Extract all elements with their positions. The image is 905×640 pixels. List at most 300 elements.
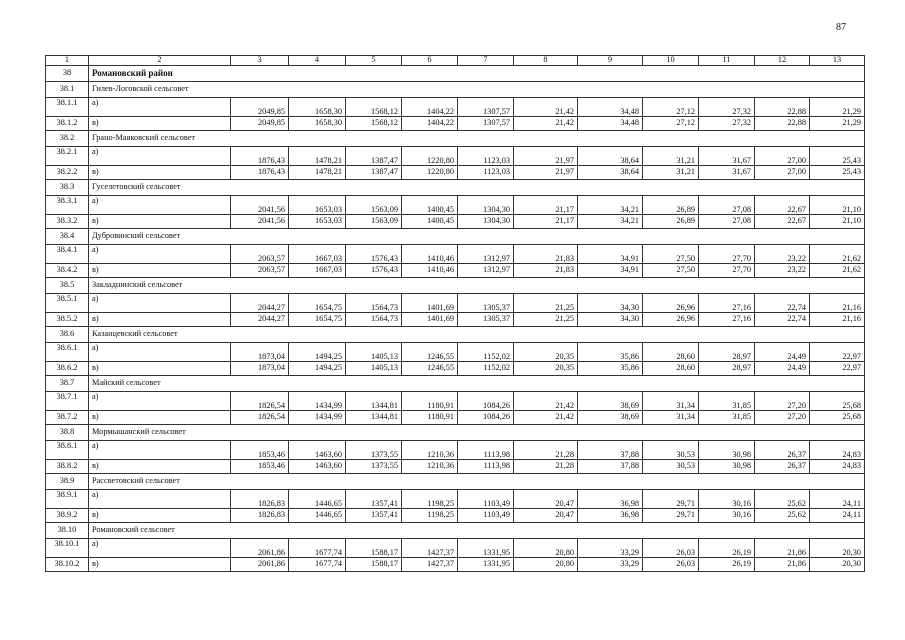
value-cell: 1873,04 bbox=[231, 343, 289, 362]
value-cell: 1373,55 bbox=[346, 460, 402, 474]
column-header: 12 bbox=[755, 56, 810, 66]
value-cell: 34,48 bbox=[578, 117, 643, 131]
value-cell: 25,43 bbox=[810, 166, 865, 180]
value-cell: 1210,36 bbox=[402, 441, 458, 460]
value-cell: 23,22 bbox=[755, 245, 810, 264]
section-code: 38.4 bbox=[46, 229, 89, 245]
column-header: 6 bbox=[402, 56, 458, 66]
row-label: в) bbox=[89, 362, 231, 376]
row-label: а) bbox=[89, 196, 231, 215]
value-cell: 21,97 bbox=[514, 166, 578, 180]
value-cell: 29,71 bbox=[643, 509, 699, 523]
value-cell: 1653,03 bbox=[289, 196, 346, 215]
value-cell: 25,68 bbox=[810, 392, 865, 411]
value-cell: 2041,56 bbox=[231, 196, 289, 215]
value-cell: 26,96 bbox=[643, 294, 699, 313]
value-cell: 21,83 bbox=[514, 264, 578, 278]
row-label: в) bbox=[89, 558, 231, 572]
table-row bbox=[46, 147, 865, 166]
table-row bbox=[46, 166, 865, 180]
value-cell: 2061,86 bbox=[231, 558, 289, 572]
value-cell: 1873,04 bbox=[231, 362, 289, 376]
value-cell: 1463,60 bbox=[289, 460, 346, 474]
value-cell: 31,85 bbox=[699, 411, 755, 425]
value-cell: 21,10 bbox=[810, 215, 865, 229]
value-cell: 27,00 bbox=[755, 166, 810, 180]
value-cell: 1427,37 bbox=[402, 539, 458, 558]
row-label: а) bbox=[89, 147, 231, 166]
value-cell: 2063,57 bbox=[231, 245, 289, 264]
value-cell: 1446,65 bbox=[289, 509, 346, 523]
value-cell: 1246,55 bbox=[402, 362, 458, 376]
value-cell: 21,16 bbox=[810, 313, 865, 327]
section-name: Романовский сельсовет bbox=[89, 523, 865, 539]
table-row bbox=[46, 196, 865, 215]
value-cell: 1410,46 bbox=[402, 264, 458, 278]
row-label: в) bbox=[89, 117, 231, 131]
value-cell: 28,97 bbox=[699, 362, 755, 376]
section-code: 38.3 bbox=[46, 180, 89, 196]
section-row bbox=[46, 425, 865, 441]
table-row bbox=[46, 362, 865, 376]
row-code: 38.7.2 bbox=[46, 411, 89, 425]
value-cell: 27,08 bbox=[699, 196, 755, 215]
value-cell: 1564,73 bbox=[346, 294, 402, 313]
value-cell: 1305,37 bbox=[458, 294, 514, 313]
table-row bbox=[46, 411, 865, 425]
row-label: а) bbox=[89, 245, 231, 264]
value-cell: 27,70 bbox=[699, 264, 755, 278]
value-cell: 21,42 bbox=[514, 411, 578, 425]
row-code: 38.3.2 bbox=[46, 215, 89, 229]
value-cell: 1405,13 bbox=[346, 343, 402, 362]
value-cell: 21,17 bbox=[514, 215, 578, 229]
column-header: 4 bbox=[289, 56, 346, 66]
value-cell: 1400,45 bbox=[402, 215, 458, 229]
value-cell: 27,32 bbox=[699, 98, 755, 117]
value-cell: 1654,75 bbox=[289, 294, 346, 313]
value-cell: 2044,27 bbox=[231, 313, 289, 327]
section-name: Гуселетовский сельсовет bbox=[89, 180, 865, 196]
value-cell: 1401,69 bbox=[402, 294, 458, 313]
value-cell: 1588,17 bbox=[346, 558, 402, 572]
value-cell: 1446,65 bbox=[289, 490, 346, 509]
table-row bbox=[46, 558, 865, 572]
row-label: а) bbox=[89, 441, 231, 460]
row-code: 38.1.2 bbox=[46, 117, 89, 131]
value-cell: 23,22 bbox=[755, 264, 810, 278]
value-cell: 1331,95 bbox=[458, 539, 514, 558]
column-header: 8 bbox=[514, 56, 578, 66]
value-cell: 1312,97 bbox=[458, 264, 514, 278]
value-cell: 1113,98 bbox=[458, 460, 514, 474]
value-cell: 1331,95 bbox=[458, 558, 514, 572]
value-cell: 30,16 bbox=[699, 490, 755, 509]
value-cell: 25,62 bbox=[755, 490, 810, 509]
value-cell: 21,29 bbox=[810, 117, 865, 131]
value-cell: 1198,25 bbox=[402, 490, 458, 509]
section-row bbox=[46, 376, 865, 392]
value-cell: 1180,91 bbox=[402, 411, 458, 425]
value-cell: 34,21 bbox=[578, 196, 643, 215]
value-cell: 1494,25 bbox=[289, 362, 346, 376]
section-row bbox=[46, 278, 865, 294]
row-label: в) bbox=[89, 215, 231, 229]
section-row bbox=[46, 474, 865, 490]
section-name: Закладнинский сельсовет bbox=[89, 278, 865, 294]
value-cell: 21,16 bbox=[810, 294, 865, 313]
value-cell: 1478,21 bbox=[289, 147, 346, 166]
section-name: Майский сельсовет bbox=[89, 376, 865, 392]
value-cell: 34,30 bbox=[578, 294, 643, 313]
row-label: в) bbox=[89, 411, 231, 425]
section-name: Дубровинский сельсовет bbox=[89, 229, 865, 245]
value-cell: 2049,85 bbox=[231, 117, 289, 131]
value-cell: 31,21 bbox=[643, 166, 699, 180]
value-cell: 21,29 bbox=[810, 98, 865, 117]
value-cell: 1113,98 bbox=[458, 441, 514, 460]
value-cell: 27,12 bbox=[643, 117, 699, 131]
value-cell: 1103,49 bbox=[458, 490, 514, 509]
value-cell: 22,97 bbox=[810, 343, 865, 362]
value-cell: 26,96 bbox=[643, 313, 699, 327]
section-code: 38.10 bbox=[46, 523, 89, 539]
table-row bbox=[46, 460, 865, 474]
value-cell: 2063,57 bbox=[231, 264, 289, 278]
value-cell: 30,53 bbox=[643, 460, 699, 474]
value-cell: 1826,83 bbox=[231, 490, 289, 509]
section-row bbox=[46, 82, 865, 98]
value-cell: 1246,55 bbox=[402, 343, 458, 362]
value-cell: 22,67 bbox=[755, 196, 810, 215]
row-code: 38.10.2 bbox=[46, 558, 89, 572]
value-cell: 1357,41 bbox=[346, 490, 402, 509]
value-cell: 29,71 bbox=[643, 490, 699, 509]
row-label: в) bbox=[89, 313, 231, 327]
value-cell: 1677,74 bbox=[289, 539, 346, 558]
value-cell: 1180,91 bbox=[402, 392, 458, 411]
value-cell: 22,88 bbox=[755, 98, 810, 117]
value-cell: 28,97 bbox=[699, 343, 755, 362]
table-row bbox=[46, 117, 865, 131]
value-cell: 27,16 bbox=[699, 313, 755, 327]
table-row bbox=[46, 313, 865, 327]
value-cell: 21,17 bbox=[514, 196, 578, 215]
value-cell: 1084,26 bbox=[458, 411, 514, 425]
value-cell: 33,29 bbox=[578, 558, 643, 572]
value-cell: 1404,22 bbox=[402, 98, 458, 117]
value-cell: 33,29 bbox=[578, 539, 643, 558]
value-cell: 37,88 bbox=[578, 441, 643, 460]
value-cell: 1667,03 bbox=[289, 264, 346, 278]
table-row bbox=[46, 343, 865, 362]
row-label: в) bbox=[89, 166, 231, 180]
value-cell: 30,98 bbox=[699, 441, 755, 460]
value-cell: 26,03 bbox=[643, 558, 699, 572]
row-label: а) bbox=[89, 539, 231, 558]
value-cell: 21,97 bbox=[514, 147, 578, 166]
value-cell: 1307,57 bbox=[458, 98, 514, 117]
row-code: 38.2.2 bbox=[46, 166, 89, 180]
table-body bbox=[46, 66, 865, 572]
value-cell: 1434,99 bbox=[289, 411, 346, 425]
table-row bbox=[46, 294, 865, 313]
value-cell: 1344,81 bbox=[346, 392, 402, 411]
value-cell: 28,60 bbox=[643, 343, 699, 362]
value-cell: 1568,12 bbox=[346, 98, 402, 117]
value-cell: 2061,86 bbox=[231, 539, 289, 558]
value-cell: 27,00 bbox=[755, 147, 810, 166]
section-row bbox=[46, 229, 865, 245]
value-cell: 1654,75 bbox=[289, 313, 346, 327]
value-cell: 27,70 bbox=[699, 245, 755, 264]
section-row bbox=[46, 327, 865, 343]
table-row bbox=[46, 98, 865, 117]
value-cell: 2041,56 bbox=[231, 215, 289, 229]
value-cell: 1387,47 bbox=[346, 147, 402, 166]
value-cell: 1103,49 bbox=[458, 509, 514, 523]
value-cell: 30,16 bbox=[699, 509, 755, 523]
value-cell: 21,62 bbox=[810, 264, 865, 278]
value-cell: 31,21 bbox=[643, 147, 699, 166]
section-code: 38.8 bbox=[46, 425, 89, 441]
value-cell: 26,03 bbox=[643, 539, 699, 558]
value-cell: 1123,03 bbox=[458, 147, 514, 166]
value-cell: 1304,30 bbox=[458, 215, 514, 229]
value-cell: 27,12 bbox=[643, 98, 699, 117]
column-header: 10 bbox=[643, 56, 699, 66]
value-cell: 26,37 bbox=[755, 460, 810, 474]
section-code: 38.5 bbox=[46, 278, 89, 294]
row-code: 38.1.1 bbox=[46, 98, 89, 117]
column-header: 11 bbox=[699, 56, 755, 66]
row-label: в) bbox=[89, 460, 231, 474]
row-label: в) bbox=[89, 509, 231, 523]
column-header: 13 bbox=[810, 56, 865, 66]
value-cell: 21,83 bbox=[514, 245, 578, 264]
row-label: а) bbox=[89, 98, 231, 117]
value-cell: 20,35 bbox=[514, 362, 578, 376]
row-code: 38.10.1 bbox=[46, 539, 89, 558]
row-code: 38.8.1 bbox=[46, 441, 89, 460]
value-cell: 1876,43 bbox=[231, 147, 289, 166]
value-cell: 1307,57 bbox=[458, 117, 514, 131]
column-header: 5 bbox=[346, 56, 402, 66]
value-cell: 1826,83 bbox=[231, 509, 289, 523]
value-cell: 1210,36 bbox=[402, 460, 458, 474]
value-cell: 21,42 bbox=[514, 392, 578, 411]
value-cell: 35,86 bbox=[578, 343, 643, 362]
value-cell: 34,91 bbox=[578, 245, 643, 264]
value-cell: 1427,37 bbox=[402, 558, 458, 572]
row-code: 38.2.1 bbox=[46, 147, 89, 166]
value-cell: 24,83 bbox=[810, 441, 865, 460]
value-cell: 1853,46 bbox=[231, 460, 289, 474]
value-cell: 1312,97 bbox=[458, 245, 514, 264]
column-header: 7 bbox=[458, 56, 514, 66]
value-cell: 25,43 bbox=[810, 147, 865, 166]
value-cell: 22,88 bbox=[755, 117, 810, 131]
value-cell: 1563,09 bbox=[346, 215, 402, 229]
value-cell: 21,25 bbox=[514, 294, 578, 313]
column-header: 1 bbox=[46, 56, 89, 66]
value-cell: 1404,22 bbox=[402, 117, 458, 131]
value-cell: 27,20 bbox=[755, 411, 810, 425]
value-cell: 21,42 bbox=[514, 98, 578, 117]
value-cell: 1826,54 bbox=[231, 411, 289, 425]
section-row bbox=[46, 180, 865, 196]
row-label: а) bbox=[89, 392, 231, 411]
value-cell: 38,69 bbox=[578, 392, 643, 411]
row-code: 38.7.1 bbox=[46, 392, 89, 411]
value-cell: 1401,69 bbox=[402, 313, 458, 327]
table-row bbox=[46, 509, 865, 523]
value-cell: 22,74 bbox=[755, 313, 810, 327]
value-cell: 27,50 bbox=[643, 264, 699, 278]
value-cell: 26,19 bbox=[699, 539, 755, 558]
value-cell: 1463,60 bbox=[289, 441, 346, 460]
value-cell: 1588,17 bbox=[346, 539, 402, 558]
row-code: 38.5.1 bbox=[46, 294, 89, 313]
value-cell: 24,49 bbox=[755, 362, 810, 376]
column-header: 2 bbox=[89, 56, 231, 66]
section-name: Мормышанский сельсовет bbox=[89, 425, 865, 441]
value-cell: 1373,55 bbox=[346, 441, 402, 460]
value-cell: 1405,13 bbox=[346, 362, 402, 376]
value-cell: 24,83 bbox=[810, 460, 865, 474]
table-row bbox=[46, 539, 865, 558]
value-cell: 1344,81 bbox=[346, 411, 402, 425]
value-cell: 1410,46 bbox=[402, 245, 458, 264]
value-cell: 1568,12 bbox=[346, 117, 402, 131]
value-cell: 1152,02 bbox=[458, 362, 514, 376]
value-cell: 1220,80 bbox=[402, 166, 458, 180]
section-name: Грано-Маяковский сельсовет bbox=[89, 131, 865, 147]
table-row bbox=[46, 490, 865, 509]
value-cell: 30,53 bbox=[643, 441, 699, 460]
value-cell: 1563,09 bbox=[346, 196, 402, 215]
value-cell: 2044,27 bbox=[231, 294, 289, 313]
table-row bbox=[46, 264, 865, 278]
row-label: а) bbox=[89, 490, 231, 509]
value-cell: 1123,03 bbox=[458, 166, 514, 180]
value-cell: 27,32 bbox=[699, 117, 755, 131]
table-row bbox=[46, 245, 865, 264]
value-cell: 21,86 bbox=[755, 539, 810, 558]
value-cell: 21,28 bbox=[514, 441, 578, 460]
value-cell: 1304,30 bbox=[458, 196, 514, 215]
value-cell: 1478,21 bbox=[289, 166, 346, 180]
value-cell: 1564,73 bbox=[346, 313, 402, 327]
value-cell: 22,97 bbox=[810, 362, 865, 376]
value-cell: 31,67 bbox=[699, 166, 755, 180]
value-cell: 22,74 bbox=[755, 294, 810, 313]
value-cell: 1434,99 bbox=[289, 392, 346, 411]
page-number: 87 bbox=[836, 22, 846, 33]
row-label: а) bbox=[89, 343, 231, 362]
value-cell: 20,47 bbox=[514, 490, 578, 509]
value-cell: 1357,41 bbox=[346, 509, 402, 523]
section-code: 38.7 bbox=[46, 376, 89, 392]
section-code: 38.6 bbox=[46, 327, 89, 343]
value-cell: 1667,03 bbox=[289, 245, 346, 264]
value-cell: 20,80 bbox=[514, 539, 578, 558]
value-cell: 21,28 bbox=[514, 460, 578, 474]
section-code: 38.9 bbox=[46, 474, 89, 490]
row-code: 38.8.2 bbox=[46, 460, 89, 474]
value-cell: 1653,03 bbox=[289, 215, 346, 229]
table-row bbox=[46, 215, 865, 229]
district-code: 38 bbox=[46, 66, 89, 82]
value-cell: 1198,25 bbox=[402, 509, 458, 523]
value-cell: 35,86 bbox=[578, 362, 643, 376]
section-code: 38.1 bbox=[46, 82, 89, 98]
column-header: 9 bbox=[578, 56, 643, 66]
value-cell: 22,67 bbox=[755, 215, 810, 229]
row-code: 38.6.2 bbox=[46, 362, 89, 376]
value-cell: 1494,25 bbox=[289, 343, 346, 362]
value-cell: 1400,45 bbox=[402, 196, 458, 215]
table-row bbox=[46, 392, 865, 411]
value-cell: 24,11 bbox=[810, 509, 865, 523]
value-cell: 26,89 bbox=[643, 215, 699, 229]
value-cell: 1658,30 bbox=[289, 98, 346, 117]
section-row bbox=[46, 523, 865, 539]
value-cell: 31,85 bbox=[699, 392, 755, 411]
value-cell: 38,64 bbox=[578, 147, 643, 166]
value-cell: 36,98 bbox=[578, 509, 643, 523]
value-cell: 27,08 bbox=[699, 215, 755, 229]
value-cell: 31,67 bbox=[699, 147, 755, 166]
value-cell: 1387,47 bbox=[346, 166, 402, 180]
section-row bbox=[46, 131, 865, 147]
value-cell: 1658,30 bbox=[289, 117, 346, 131]
value-cell: 25,62 bbox=[755, 509, 810, 523]
row-label: а) bbox=[89, 294, 231, 313]
value-cell: 26,19 bbox=[699, 558, 755, 572]
value-cell: 31,34 bbox=[643, 411, 699, 425]
value-cell: 25,68 bbox=[810, 411, 865, 425]
row-code: 38.6.1 bbox=[46, 343, 89, 362]
value-cell: 21,10 bbox=[810, 196, 865, 215]
column-header: 3 bbox=[231, 56, 289, 66]
value-cell: 27,16 bbox=[699, 294, 755, 313]
row-code: 38.3.1 bbox=[46, 196, 89, 215]
row-code: 38.4.1 bbox=[46, 245, 89, 264]
section-name: Гилев-Логовской сельсовет bbox=[89, 82, 865, 98]
value-cell: 34,91 bbox=[578, 264, 643, 278]
row-label: в) bbox=[89, 264, 231, 278]
value-cell: 21,62 bbox=[810, 245, 865, 264]
value-cell: 27,20 bbox=[755, 392, 810, 411]
table-row bbox=[46, 441, 865, 460]
value-cell: 1152,02 bbox=[458, 343, 514, 362]
value-cell: 1576,43 bbox=[346, 245, 402, 264]
value-cell: 1576,43 bbox=[346, 264, 402, 278]
section-name: Рассветовский сельсовет bbox=[89, 474, 865, 490]
row-code: 38.4.2 bbox=[46, 264, 89, 278]
value-cell: 21,86 bbox=[755, 558, 810, 572]
value-cell: 20,35 bbox=[514, 343, 578, 362]
value-cell: 2049,85 bbox=[231, 98, 289, 117]
value-cell: 28,60 bbox=[643, 362, 699, 376]
section-code: 38.2 bbox=[46, 131, 89, 147]
row-code: 38.5.2 bbox=[46, 313, 89, 327]
value-cell: 24,49 bbox=[755, 343, 810, 362]
value-cell: 1220,80 bbox=[402, 147, 458, 166]
value-cell: 34,48 bbox=[578, 98, 643, 117]
value-cell: 27,50 bbox=[643, 245, 699, 264]
